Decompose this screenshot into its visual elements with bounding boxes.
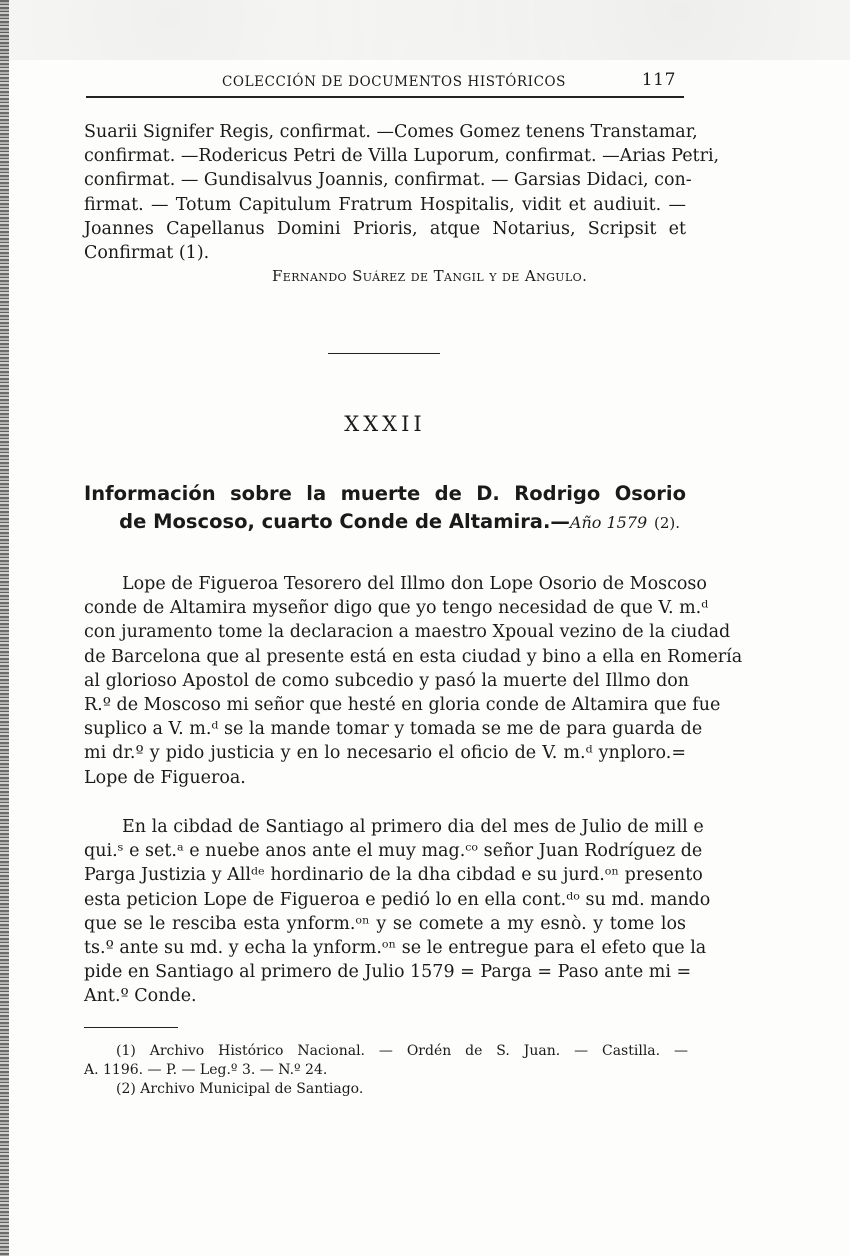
text-line: con juramento tome la declaracion a maestro Xpoual vezino de la ciudad: [84, 622, 731, 643]
text-line: R.º de Moscoso mi señor que hesté en gloria conde de Altamira que fue: [84, 695, 721, 716]
text-line: pide en Santiago al primero de Julio 1579 = Parga = Paso ante mi =: [84, 962, 692, 983]
text-line: esta peticion Lope de Figueroa e pedió lo en ella cont.ᵈᵒ su md. mando: [84, 889, 711, 910]
header-rule: [86, 96, 684, 98]
text-line: al glorioso Apostol de como subcedio y pasó la muerte del Illmo don: [84, 670, 690, 691]
text-line: confirmat. —Rodericus Petri de Villa Luporum, confirmat. —Arias Petri,: [84, 146, 720, 167]
footnote-1-cont: A. 1196. — P. — Leg.º 3. — N.º 24.: [84, 1062, 328, 1078]
signature: Fernando Suárez de Tangil y de Angulo.: [272, 267, 588, 285]
text-line: conde de Altamira myseñor digo que yo tengo necesidad de que V. m.ᵈ: [84, 598, 709, 619]
document-number: XXXII: [344, 412, 426, 436]
text-line: suplico a V. m.ᵈ se la mande tomar y tomada se me de para guarda de: [84, 719, 703, 740]
text-line: de Barcelona que al presente está en esta ciudad y bino a ella en Romería: [84, 646, 743, 667]
text-line: Ant.º Conde.: [84, 986, 197, 1007]
page-number: 117: [641, 70, 676, 90]
text-line: Lope de Figueroa.: [84, 767, 246, 788]
continued-paragraph: [84, 120, 720, 265]
section-separator: [328, 353, 440, 354]
scan-noise: [0, 0, 850, 60]
record-paragraph: [84, 815, 711, 1009]
text-line: Confirmat (1).: [84, 243, 210, 264]
title-line-2: [84, 508, 686, 537]
text-line: Suarii Signifer Regis, confirmat. —Comes Gomez tenens Transtamar,: [84, 122, 698, 142]
text-line: mi dr.º y pido justicia y en lo necesario el oficio de V. m.ᵈ ynploro.=: [84, 743, 686, 764]
footnote-ref: (2).: [653, 514, 680, 532]
footnote-rule: [84, 1027, 178, 1028]
text-line: qui.ˢ e set.ᵃ e nuebe anos ante el muy mag.ᶜᵒ señor Juan Rodríguez de: [84, 841, 703, 862]
text-line: que se le resciba esta ynform.ᵒⁿ y se comete a my esnò. y tome los: [84, 913, 686, 934]
footnote-1: (1) Archivo Histórico Nacional. — Ordén de S. Juan. — Castilla. —: [116, 1043, 688, 1059]
title-line-2-text: de Moscoso, cuarto Conde de Altamira.—: [119, 510, 570, 533]
title-line-1: Información sobre la muerte de D. Rodrigo Osorio: [84, 482, 686, 505]
petition-paragraph: [84, 572, 743, 790]
footnote-2: (2) Archivo Municipal de Santiago.: [116, 1081, 364, 1097]
running-head-title: COLECCIÓN DE DOCUMENTOS HISTÓRICOS: [222, 74, 567, 90]
scan-edge: [0, 0, 9, 1256]
footnotes: [84, 1042, 688, 1099]
text-line: firmat. — Totum Capitulum Fratrum Hospitalis, vidit et audiuit. —: [84, 194, 686, 215]
text-line: confirmat. — Gundisalvus Joannis, confirmat. — Garsias Didaci, con-: [84, 170, 692, 191]
text-line: En la cibdad de Santiago al primero dia del mes de Julio de mill e: [122, 817, 704, 837]
title-year: Año 1579: [569, 513, 648, 532]
text-line: Lope de Figueroa Tesorero del Illmo don Lope Osorio de Moscoso: [122, 574, 707, 594]
text-line: Joannes Capellanus Domini Prioris, atque Notarius, Scripsit et: [84, 218, 686, 239]
text-line: Parga Justizia y Allᵈᵉ hordinario de la dha cibdad e su jurd.ᵒⁿ presento: [84, 865, 703, 886]
document-title: [84, 480, 686, 537]
text-line: ts.º ante su md. y echa la ynform.ᵒⁿ se le entregue para el efeto que la: [84, 938, 707, 959]
